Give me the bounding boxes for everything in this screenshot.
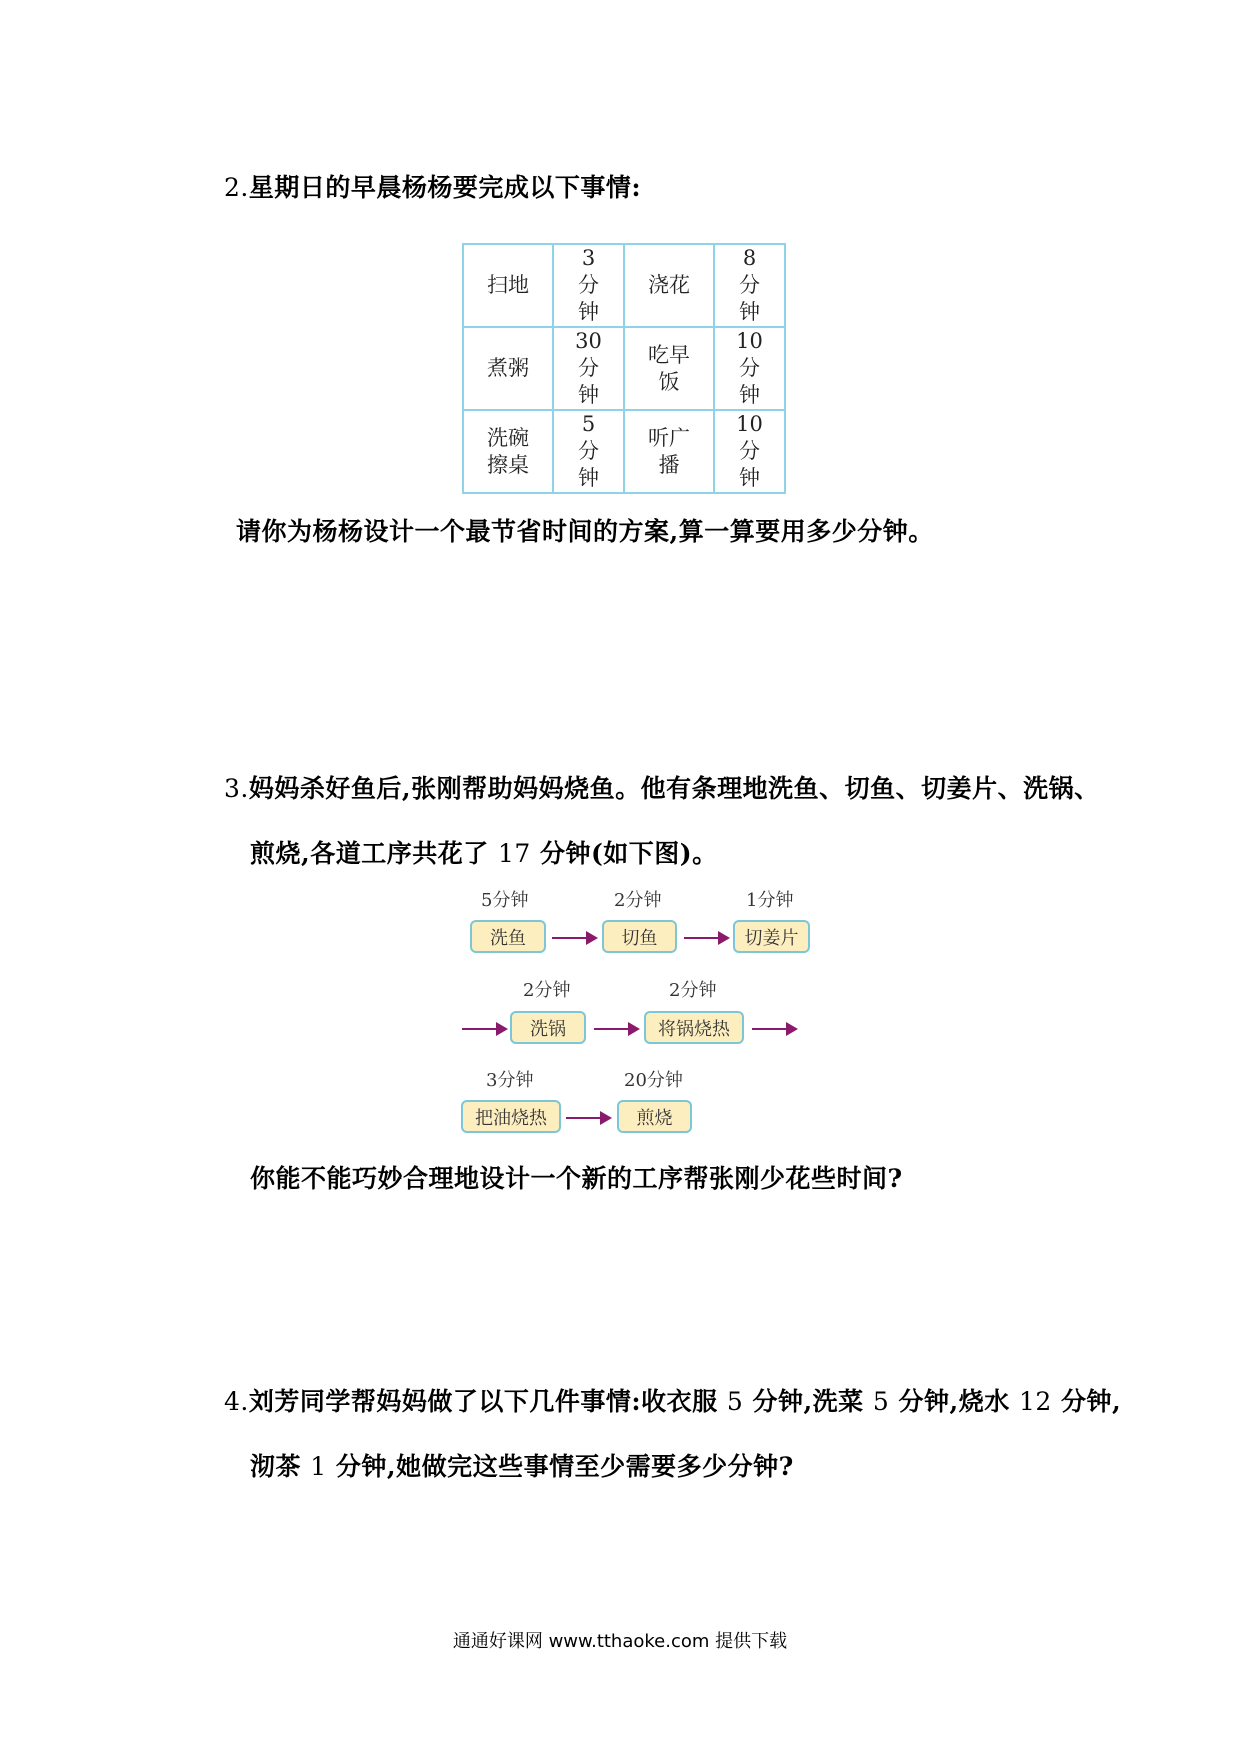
task-name-text: 煮粥 bbox=[487, 356, 529, 380]
task-duration-text: 钟 bbox=[739, 383, 760, 407]
step-time: 2分钟 bbox=[523, 980, 571, 1001]
task-name-text: 浇花 bbox=[648, 273, 690, 297]
flow-arrow bbox=[684, 937, 728, 939]
task-duration-cell bbox=[553, 410, 624, 493]
step-box: 煎烧 bbox=[617, 1100, 692, 1133]
step-box: 洗鱼 bbox=[470, 920, 546, 953]
task-duration-text: 钟 bbox=[739, 466, 760, 490]
task-duration-text: 3 bbox=[581, 246, 596, 270]
task-duration-text: 30 bbox=[575, 329, 602, 353]
q3-line2: 煎烧,各道工序共花了 17 分钟(如下图)。 bbox=[250, 839, 718, 868]
q3-line1: 3.妈妈杀好鱼后,张刚帮助妈妈烧鱼。他有条理地洗鱼、切鱼、切姜片、洗锅、 bbox=[224, 774, 1100, 803]
task-duration-text: 钟 bbox=[578, 466, 599, 490]
q3-question: 你能不能巧妙合理地设计一个新的工序帮张刚少花些时间? bbox=[250, 1164, 903, 1193]
flow-arrow bbox=[752, 1028, 796, 1030]
task-duration-text: 10 bbox=[736, 412, 763, 436]
step-box: 将锅烧热 bbox=[644, 1011, 744, 1044]
flow-arrow bbox=[552, 937, 596, 939]
task-duration-text: 钟 bbox=[739, 300, 760, 324]
task-duration-cell bbox=[714, 327, 785, 410]
q4-line1: 4.刘芳同学帮妈妈做了以下几件事情:收衣服 5 分钟,洗菜 5 分钟,烧水 12 分钟, bbox=[224, 1387, 1122, 1416]
task-duration-cell bbox=[553, 244, 624, 327]
step-box: 把油烧热 bbox=[461, 1100, 561, 1133]
q4-line2: 沏茶 1 分钟,她做完这些事情至少需要多少分钟? bbox=[250, 1452, 794, 1481]
step-box: 切鱼 bbox=[602, 920, 677, 953]
task-table-row bbox=[463, 244, 785, 327]
footer-source: 通通好课网 www.tthaoke.com 提供下载 bbox=[452, 1631, 788, 1652]
step-time: 1分钟 bbox=[746, 890, 794, 911]
flow-arrow bbox=[594, 1028, 638, 1030]
task-table-row bbox=[463, 410, 785, 493]
task-duration-text: 8 bbox=[742, 246, 757, 270]
task-table bbox=[462, 243, 786, 494]
q2-title: 2.星期日的早晨杨杨要完成以下事情: bbox=[224, 173, 642, 202]
task-name-text: 吃早 bbox=[648, 342, 690, 367]
task-name-text: 擦桌 bbox=[487, 452, 529, 477]
task-name-text: 饭 bbox=[658, 369, 680, 394]
task-name-text: 扫地 bbox=[487, 273, 529, 297]
step-time: 2分钟 bbox=[669, 980, 717, 1001]
step-time: 3分钟 bbox=[486, 1070, 534, 1091]
task-duration-text: 钟 bbox=[578, 300, 599, 324]
flow-arrow bbox=[462, 1028, 506, 1030]
task-name-text: 播 bbox=[658, 452, 680, 477]
task-duration-text: 分 bbox=[578, 356, 599, 380]
task-duration-text: 分 bbox=[739, 356, 760, 380]
task-duration-text: 分 bbox=[739, 273, 760, 297]
task-duration-text: 钟 bbox=[578, 383, 599, 407]
task-name-text: 听广 bbox=[648, 425, 690, 450]
step-box: 切姜片 bbox=[733, 920, 810, 953]
q2-question: 请你为杨杨设计一个最节省时间的方案,算一算要用多少分钟。 bbox=[236, 517, 934, 546]
step-box: 洗锅 bbox=[510, 1011, 586, 1044]
task-name-cell bbox=[624, 327, 714, 410]
task-name-text: 洗碗 bbox=[487, 425, 529, 450]
task-duration-text: 分 bbox=[739, 439, 760, 463]
task-duration-text: 10 bbox=[736, 329, 763, 353]
task-duration-text: 分 bbox=[578, 439, 599, 463]
step-time: 2分钟 bbox=[614, 890, 662, 911]
task-duration-cell bbox=[714, 410, 785, 493]
task-duration-text: 分 bbox=[578, 273, 599, 297]
step-time: 20分钟 bbox=[624, 1070, 683, 1091]
task-name-cell bbox=[463, 410, 553, 493]
task-name-cell bbox=[624, 410, 714, 493]
flow-arrow bbox=[566, 1117, 610, 1119]
task-duration-text: 5 bbox=[581, 412, 596, 436]
step-time: 5分钟 bbox=[481, 890, 529, 911]
task-name-cell bbox=[624, 244, 714, 327]
task-name-cell bbox=[463, 327, 553, 410]
task-duration-cell bbox=[553, 327, 624, 410]
task-duration-cell bbox=[714, 244, 785, 327]
task-table-row bbox=[463, 327, 785, 410]
task-name-cell bbox=[463, 244, 553, 327]
